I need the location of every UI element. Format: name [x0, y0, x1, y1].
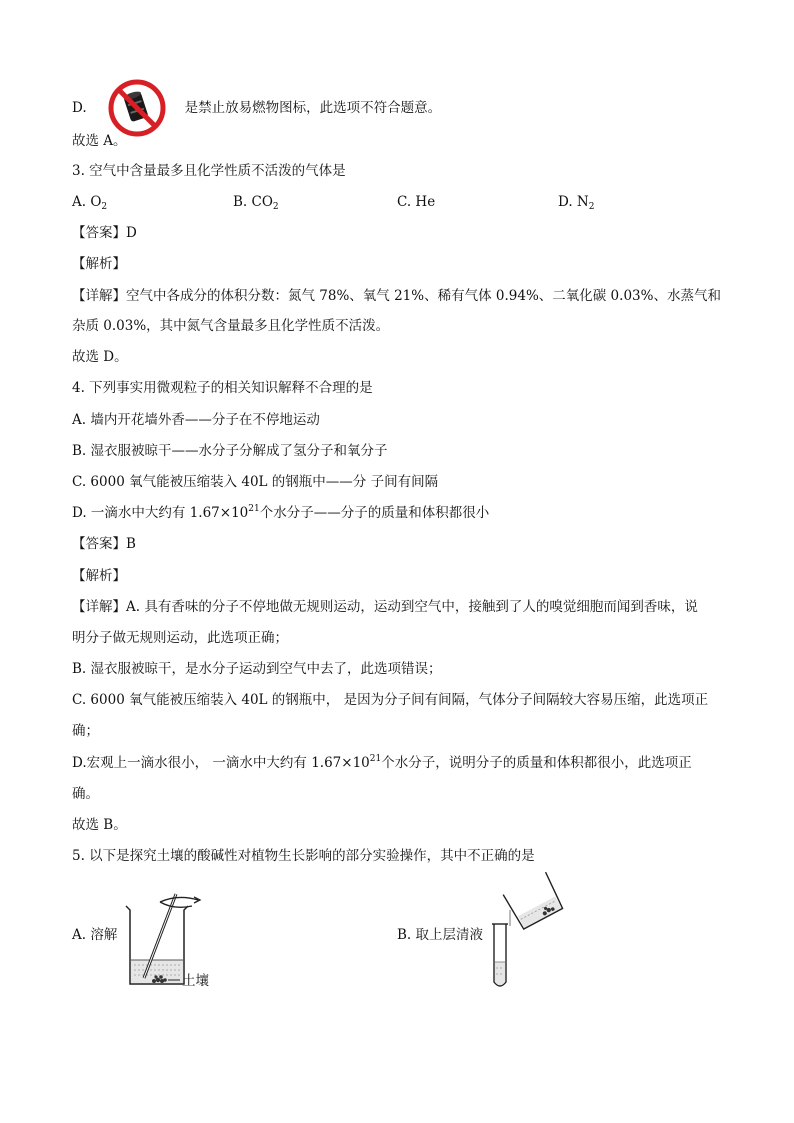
q3-detail-line2: 杂质 0.03%，其中氮气含量最多且化学性质不活泼。	[72, 318, 390, 334]
q5-stem: 5. 以下是探究土壤的酸碱性对植物生长影响的部分实验操作，其中不正确的是	[72, 848, 535, 864]
q2-option-d-letter: D.	[72, 100, 87, 116]
q3-detail-line1: 【详解】空气中各成分的体积分数：氮气 78%、氧气 21%、稀有气体 0.94%、二氧化碳 0.03%、水蒸气和	[72, 288, 721, 304]
q4-detail-a2: 明分子做无规则运动，此选项正确；	[72, 630, 288, 646]
q5-option-b: B. 取上层清液	[397, 927, 484, 943]
q4-stem: 4. 下列事实用微观粒子的相关知识解释不合理的是	[72, 380, 373, 396]
q4-option-b: B. 湿衣服被晾干——水分子分解成了氢分子和氧分子	[72, 443, 388, 459]
q4-detail-a1: 【详解】A. 具有香味的分子不停地做无规则运动，运动到空气中，接触到了人的嗅觉细胞而闻到香味，说	[72, 599, 698, 615]
q3-option-a	[72, 192, 107, 212]
q4-option-d-sup: 21	[248, 504, 260, 514]
q4-detail-d2: 确。	[72, 786, 99, 802]
q4-option-d-pre: D. 一滴水中大约有 1.67×10	[72, 505, 249, 521]
soil-label: 土壤	[182, 973, 209, 989]
q2-option-d	[72, 78, 441, 138]
pouring-test-tube-figure	[480, 872, 580, 997]
q3-option-d-label: D. N	[558, 194, 589, 210]
q3-option-a-label: A. O	[72, 194, 102, 210]
q3-option-a-sub: 2	[101, 202, 108, 212]
q3-option-b-sub: 2	[272, 202, 279, 212]
q3-option-c	[397, 192, 435, 212]
q3-option-b	[233, 192, 279, 212]
q4-detail-b: B. 湿衣服被晾干，是水分子运动到空气中去了，此选项错误；	[72, 661, 442, 677]
q4-option-d-post: 个水分子——分子的质量和体积都很小	[259, 505, 490, 521]
q3-option-b-label: B. CO	[233, 194, 273, 210]
q4-conclusion: 故选 B。	[72, 817, 127, 833]
q4-option-c: C. 6000 氧气能被压缩装入 40L 的钢瓶中——分 子间有间隔	[72, 474, 439, 490]
q3-option-d	[558, 192, 594, 212]
q3-option-c-label: C. He	[397, 194, 436, 210]
q4-option-a: A. 墙内开花墙外香——分子在不停地运动	[72, 412, 320, 428]
q4-detail-d1-sup: 21	[369, 754, 382, 764]
q4-detail-d1-post: 个水分子，说明分子的质量和体积都很小，此选项正	[381, 755, 692, 771]
q3-option-d-sub: 2	[588, 202, 595, 212]
q5-option-a: A. 溶解	[72, 927, 118, 943]
q4-detail-d1	[72, 753, 692, 773]
q3-stem: 3. 空气中含量最多且化学性质不活泼的气体是	[72, 163, 346, 179]
q4-detail-d1-pre: D.宏观上一滴水很小， 一滴水中大约有 1.67×10	[72, 755, 370, 771]
q2-conclusion: 故选 A。	[72, 133, 127, 149]
q3-conclusion: 故选 D。	[72, 349, 128, 365]
q4-analysis: 【解析】	[72, 568, 126, 584]
q4-detail-c2: 确；	[72, 723, 99, 739]
no-flammables-icon	[107, 78, 167, 138]
q4-option-d	[72, 503, 489, 523]
q4-answer: 【答案】B	[72, 536, 136, 552]
q3-analysis: 【解析】	[72, 256, 126, 272]
beaker-stirring-figure	[120, 888, 230, 998]
q3-answer: 【答案】D	[72, 225, 137, 241]
q4-detail-c1: C. 6000 氧气能被压缩装入 40L 的钢瓶中， 是因为分子间有间隔，气体分子间隔较大容易压缩，此选项正	[72, 692, 709, 708]
q2-option-d-text: 是禁止放易燃物图标，此选项不符合题意。	[184, 100, 442, 116]
